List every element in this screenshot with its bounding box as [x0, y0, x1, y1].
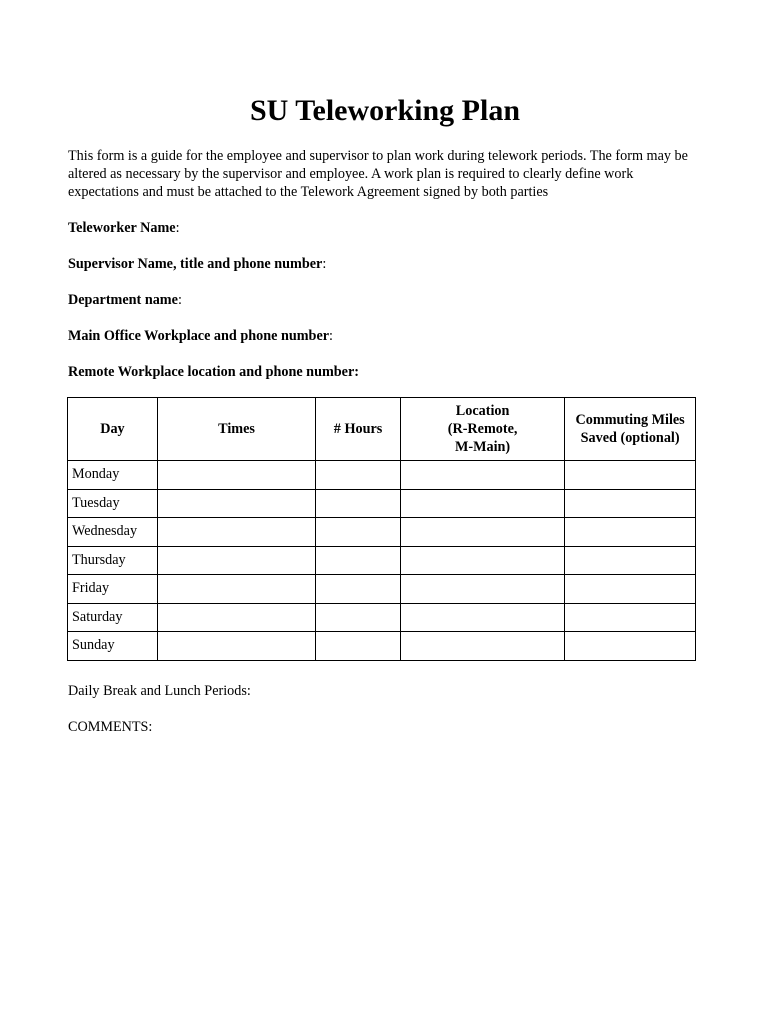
field-label: Main Office Workplace and phone number [68, 328, 330, 344]
hours-cell[interactable] [316, 603, 401, 632]
table-row [68, 489, 696, 518]
table-header-row [68, 398, 696, 461]
table-row [68, 632, 696, 661]
times-cell[interactable] [157, 461, 315, 490]
header-day: Day [68, 398, 158, 461]
hours-cell[interactable] [316, 461, 401, 490]
comments-label: COMMENTS: [68, 719, 153, 735]
day-cell: Thursday [68, 546, 158, 575]
field-department-name [68, 291, 182, 309]
times-cell[interactable] [157, 518, 315, 547]
day-cell: Saturday [68, 603, 158, 632]
day-cell: Sunday [68, 632, 158, 661]
day-cell: Tuesday [68, 489, 158, 518]
field-teleworker-name [68, 219, 180, 237]
times-cell[interactable] [157, 603, 315, 632]
location-cell[interactable] [400, 489, 564, 518]
header-commuting-miles: Commuting Miles Saved (optional) [565, 398, 696, 461]
hours-cell[interactable] [316, 489, 401, 518]
table-row [68, 518, 696, 547]
miles-cell[interactable] [565, 632, 696, 661]
times-cell[interactable] [157, 632, 315, 661]
field-suffix: : [329, 328, 333, 344]
header-hours: # Hours [316, 398, 401, 461]
daily-break-label: Daily Break and Lunch Periods: [68, 683, 251, 699]
location-cell[interactable] [400, 461, 564, 490]
hours-cell[interactable] [316, 632, 401, 661]
field-suffix: : [175, 220, 180, 236]
day-cell: Friday [68, 575, 158, 604]
field-remote-workplace [68, 363, 359, 381]
times-cell[interactable] [157, 575, 315, 604]
location-cell[interactable] [400, 518, 564, 547]
table-row [68, 603, 696, 632]
day-cell: Wednesday [68, 518, 158, 547]
location-cell[interactable] [400, 575, 564, 604]
field-supervisor-name [68, 255, 326, 273]
field-label: Remote Workplace location and phone number: [68, 364, 359, 380]
hours-cell[interactable] [316, 575, 401, 604]
field-suffix: : [322, 256, 327, 272]
miles-cell[interactable] [565, 546, 696, 575]
intro-paragraph: This form is a guide for the employee and supervisor to plan work during telework periods. The form may be altered as necessary by the supervisor and employee. A work plan is required to clearly define work expectations and must be attached to the Telework Agreement signed by both parties [68, 148, 688, 200]
schedule-table [67, 397, 696, 661]
table-row [68, 461, 696, 490]
location-cell[interactable] [400, 632, 564, 661]
miles-cell[interactable] [565, 575, 696, 604]
field-main-office [68, 327, 333, 345]
field-label: Supervisor Name, title and phone number [68, 256, 323, 272]
field-label: Teleworker Name [68, 220, 176, 236]
miles-cell[interactable] [565, 518, 696, 547]
field-suffix: : [177, 292, 182, 308]
day-cell: Monday [68, 461, 158, 490]
times-cell[interactable] [157, 546, 315, 575]
miles-cell[interactable] [565, 489, 696, 518]
location-cell[interactable] [400, 546, 564, 575]
page-title: SU Teleworking Plan [249, 94, 521, 127]
field-label: Department name [68, 292, 178, 308]
hours-cell[interactable] [316, 518, 401, 547]
hours-cell[interactable] [316, 546, 401, 575]
header-location: Location (R-Remote, M-Main) [400, 398, 564, 461]
location-cell[interactable] [400, 603, 564, 632]
table-row [68, 546, 696, 575]
times-cell[interactable] [157, 489, 315, 518]
miles-cell[interactable] [565, 603, 696, 632]
miles-cell[interactable] [565, 461, 696, 490]
header-times: Times [157, 398, 315, 461]
table-row [68, 575, 696, 604]
